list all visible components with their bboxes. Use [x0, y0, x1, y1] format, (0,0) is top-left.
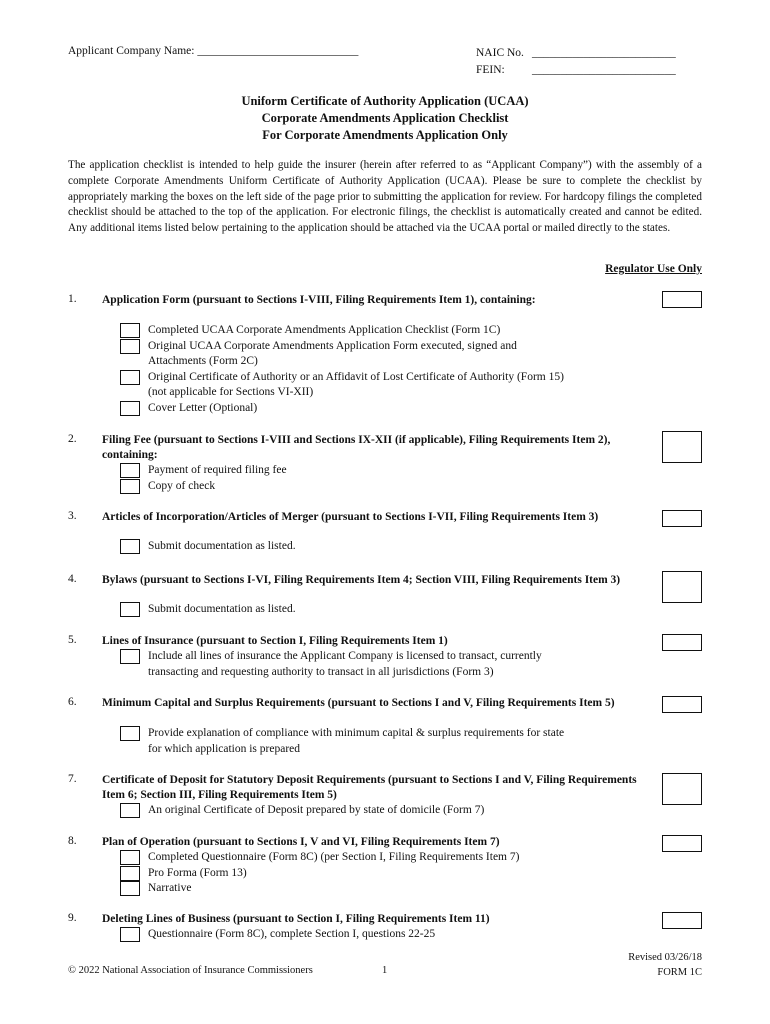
item-number: 9. [68, 912, 77, 924]
sub-items [120, 850, 580, 897]
id-fields [476, 45, 676, 79]
applicant-checkbox[interactable] [120, 323, 140, 338]
sub-items [120, 649, 580, 680]
applicant-checkbox[interactable] [120, 866, 140, 881]
sub-item-text: Cover Letter (Optional) [148, 401, 258, 414]
sub-item-text: Questionnaire (Form 8C), complete Section I, questions 22-25 [148, 928, 436, 940]
document-title [0, 93, 770, 144]
sub-item [120, 463, 580, 479]
sub-items [120, 726, 580, 757]
item-heading: Filing Fee (pursuant to Sections I-VIII and Sections IX-XII (if applicable), Filing Requirements Item 2), containing: [102, 434, 611, 461]
sub-item-text: Narrative [148, 882, 192, 895]
item-number: 2. [68, 433, 77, 445]
fein-field[interactable]: _________________________ [532, 64, 676, 76]
sub-item-text: Pro Forma (Form 13) [148, 866, 247, 879]
sub-item-text: Completed UCAA Corporate Amendments Application Checklist (Form 1C) [148, 324, 501, 336]
regulator-checkbox[interactable] [662, 431, 702, 463]
applicant-checkbox[interactable] [120, 401, 140, 416]
sub-item-text: Provide explanation of compliance with minimum capital & surplus requirements for state [148, 727, 565, 739]
item-number: 3. [68, 510, 77, 522]
regulator-checkbox[interactable] [662, 634, 702, 651]
applicant-checkbox[interactable] [120, 370, 140, 385]
regulator-checkbox[interactable] [662, 912, 702, 929]
naic-field[interactable]: _________________________ [532, 47, 676, 59]
sub-item [120, 803, 580, 819]
applicant-company-name-field[interactable]: Applicant Company Name: ____________________________ [68, 45, 359, 57]
sub-item-text: (not applicable for Sections VI-XII) [148, 386, 314, 399]
sub-item-text: for which application is prepared [148, 742, 300, 755]
intro-paragraph: The application checklist is intended to help guide the insurer (herein after referred to as “Applicant Company”) with the assembly of a complete Corporate Amendments Uniform Certificate of Authority Application (UCAA). Please be sure to complete the checklist by appropriately marking the boxes on the left side of the page prior to submitting the application for review. For hardcopy filings the completed checklist should be attached to the top of the application. For electronic filings, the checklist is automatically created and cannot be edited. Any additional items listed below pertaining to the application should be attached via the UCAA portal or mailed directly to the states. [68, 159, 702, 235]
sub-item [120, 323, 580, 339]
item-heading: Certificate of Deposit for Statutory Deposit Requirements (pursuant to Sections I and V, Filing Requirements Item 6; Section III, Filing Requirements Item 5) [102, 774, 637, 801]
sub-item-text: Include all lines of insurance the Applicant Company is licensed to transact, currently [148, 650, 542, 662]
sub-item [120, 339, 580, 355]
item-number: 6. [68, 696, 77, 708]
sub-item [120, 479, 580, 495]
applicant-checkbox[interactable] [120, 649, 140, 664]
regulator-checkbox[interactable] [662, 835, 702, 852]
applicant-checkbox[interactable] [120, 726, 140, 741]
title-line-3: For Corporate Amendments Application Only [262, 128, 508, 142]
applicant-checkbox[interactable] [120, 479, 140, 494]
title-line-2: Corporate Amendments Application Checklist [261, 111, 509, 125]
sub-item-text: An original Certificate of Deposit prepared by state of domicile (Form 7) [148, 804, 485, 816]
sub-item [120, 649, 580, 665]
applicant-checkbox[interactable] [120, 927, 140, 942]
sub-items [120, 927, 580, 943]
regulator-checkbox[interactable] [662, 510, 702, 527]
sub-item-text: Submit documentation as listed. [148, 603, 296, 615]
applicant-checkbox[interactable] [120, 850, 140, 865]
sub-item [120, 539, 580, 555]
title-line-1: Uniform Certificate of Authority Application (UCAA) [241, 94, 529, 108]
sub-item [120, 602, 580, 618]
sub-items [120, 539, 580, 555]
sub-item [120, 370, 580, 386]
sub-item-continuation [120, 385, 580, 401]
sub-item-text: Submit documentation as listed. [148, 540, 296, 552]
sub-item-text: Original Certificate of Authority or an Affidavit of Lost Certificate of Authority (Form 15) [148, 370, 564, 383]
copyright: © 2022 National Association of Insurance Commissioners [68, 965, 313, 976]
applicant-checkbox[interactable] [120, 463, 140, 478]
item-number: 4. [68, 573, 77, 585]
sub-item-text: Original UCAA Corporate Amendments Application Form executed, signed and [148, 339, 517, 352]
applicant-checkbox[interactable] [120, 602, 140, 617]
fein-label: FEIN: [476, 64, 505, 76]
item-heading: Articles of Incorporation/Articles of Merger (pursuant to Sections I-VII, Filing Requirements Item 3) [102, 511, 599, 523]
sub-item [120, 881, 580, 897]
regulator-use-label: Regulator Use Only [605, 263, 702, 275]
sub-item [120, 866, 580, 882]
regulator-checkbox[interactable] [662, 291, 702, 308]
item-heading: Deleting Lines of Business (pursuant to Section I, Filing Requirements Item 11) [102, 913, 490, 925]
item-number: 8. [68, 835, 77, 847]
sub-item [120, 850, 580, 866]
item-heading: Bylaws (pursuant to Sections I-VI, Filing Requirements Item 4; Section VIII, Filing Requirements Item 3) [102, 574, 621, 586]
sub-item-text: Copy of check [148, 479, 216, 492]
item-heading: Application Form (pursuant to Sections I-VIII, Filing Requirements Item 1), containing: [102, 294, 536, 306]
sub-item-continuation [120, 742, 580, 758]
sub-item [120, 401, 580, 417]
sub-item-continuation [120, 665, 580, 681]
sub-item-text: Attachments (Form 2C) [148, 355, 258, 368]
sub-item-text: Payment of required filing fee [148, 464, 287, 476]
item-heading: Minimum Capital and Surplus Requirements (pursuant to Sections I and V, Filing Requirements Item 5) [102, 697, 615, 709]
sub-item [120, 927, 580, 943]
sub-items [120, 803, 580, 819]
applicant-checkbox[interactable] [120, 539, 140, 554]
sub-item [120, 726, 580, 742]
sub-item-text: Completed Questionnaire (Form 8C) (per Section I, Filing Requirements Item 7) [148, 851, 520, 863]
applicant-checkbox[interactable] [120, 339, 140, 354]
sub-item-continuation [120, 354, 580, 370]
revised-date: Revised 03/26/18 [628, 952, 702, 963]
item-number: 1. [68, 293, 77, 305]
regulator-checkbox[interactable] [662, 696, 702, 713]
sub-item-text: transacting and requesting authority to transact in all jurisdictions (Form 3) [148, 665, 494, 678]
sub-items [120, 602, 580, 618]
naic-label: NAIC No. [476, 47, 524, 59]
sub-items [120, 463, 580, 494]
item-heading: Lines of Insurance (pursuant to Section I, Filing Requirements Item 1) [102, 635, 448, 647]
page-number: 1 [382, 965, 388, 976]
applicant-checkbox[interactable] [120, 803, 140, 818]
item-heading: Plan of Operation (pursuant to Sections I, V and VI, Filing Requirements Item 7) [102, 836, 500, 848]
form-revision [628, 950, 702, 980]
regulator-checkbox[interactable] [662, 773, 702, 805]
item-number: 5. [68, 634, 77, 646]
form-id: FORM 1C [657, 967, 702, 978]
applicant-checkbox[interactable] [120, 881, 140, 896]
regulator-checkbox[interactable] [662, 571, 702, 603]
sub-items [120, 323, 580, 417]
item-number: 7. [68, 773, 77, 785]
